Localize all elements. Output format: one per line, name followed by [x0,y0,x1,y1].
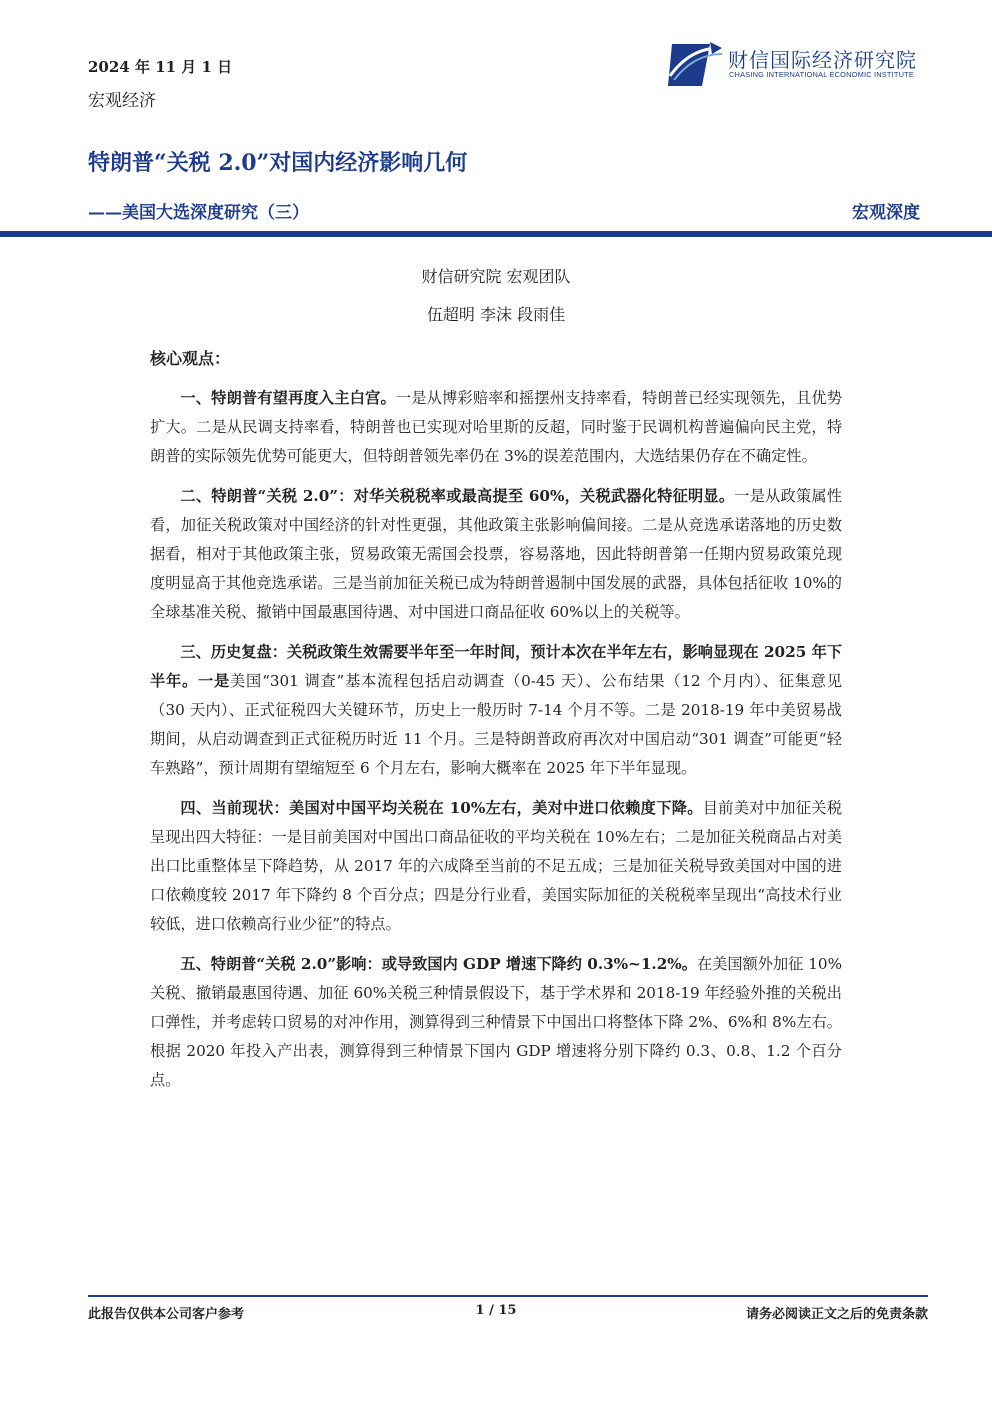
research-org: 财信研究院 宏观团队 [421,267,571,286]
core-point-3 [150,638,842,783]
core-point-3-heading: 三、历史复盘：关税政策生效需要半年至一年时间，预计本次在半年左右，影响显现在 2025 年下半年。一是 [150,643,842,690]
footer-disclaimer-left: 此报告仅供本公司客户参考 [88,1307,245,1322]
report-subtitle: ——美国大选深度研究（三） [88,203,309,223]
core-point-1-heading: 一、特朗普有望再度入主白宫。 [180,389,396,407]
footer-divider [88,1295,928,1297]
report-category: 宏观经济 [88,91,156,111]
authors: 伍超明 李沫 段雨佳 [426,305,566,324]
page-number: 1 / 15 [475,1303,517,1318]
institute-logo-icon [666,40,726,90]
core-point-3-text: 美国“301 调查”基本流程包括启动调查（0-45 天）、公布结果（12 个月内）、征集意见（30 天内）、正式征税四大关键环节，历史上一般历时 7-14 个月不等。二是 2018-19 年中美贸易战期间，从启动调查到正式征税历时近 11 个月。三是特朗普政府再次对中国启动“301 调查”可能更“轻车熟路”，预计周期有望缩短至 6 个月左右，影响大概率在 2025 年下半年显现。 [150,672,843,777]
core-point-1 [150,384,842,471]
core-views-label: 核心观点： [150,349,231,368]
core-point-4 [150,794,842,939]
footer-disclaimer-right: 请务必阅读正文之后的免责条款 [745,1307,928,1322]
title-divider [0,231,992,237]
core-points [150,384,842,1106]
core-point-5-text: 在美国额外加征 10%关税、撤销最惠国待遇、加征 60%关税三种情景假设下，基于学术界和 2018-19 年经验外推的关税出口弹性，并考虑转口贸易的对冲作用，测算得到三种情景下中国出口将整体下降 2%、6%和 8%左右。根据 2020 年投入产出表，测算得到三种情景下国内 GDP 增速将分别下降约 0.3、0.8、1.2 个百分点。 [150,955,842,1089]
core-point-2-text: 一是从政策属性看，加征关税政策对中国经济的针对性更强，其他政策主张影响偏间接。二是从竞选承诺落地的历史数据看，相对于其他政策主张，贸易政策无需国会投票，容易落地，因此特朗普第一任期内贸易政策兑现度明显高于其他竞选承诺。三是当前加征关税已成为特朗普遏制中国发展的武器，具体包括征收 10%的全球基准关税、撤销中国最惠国待遇、对中国进口商品征收 60%以上的关税等。 [150,487,843,621]
report-title: 特朗普“关税 2.0”对国内经济影响几何 [88,150,468,176]
institute-name-cn: 财信国际经济研究院 [728,48,917,72]
core-point-5 [150,950,842,1095]
core-point-2 [150,482,842,627]
core-point-1-text: 一是从博彩赔率和摇摆州支持率看，特朗普已经实现领先，且优势扩大。二是从民调支持率看，特朗普也已实现对哈里斯的反超，同时鉴于民调机构普遍偏向民主党，特朗普的实际领先优势可能更大，但特朗普领先率仍在 3%的误差范围内，大选结果仍存在不确定性。 [150,389,843,465]
institute-logo [666,40,928,90]
core-point-2-heading: 二、特朗普“关税 2.0”：对华关税税率或最高提至 60%，关税武器化特征明显。 [180,487,735,505]
core-point-4-heading: 四、当前现状：美国对中国平均关税在 10%左右，美对中进口依赖度下降。 [180,799,703,817]
institute-name-en: CHASING INTERNATIONAL ECONOMIC INSTITUTE [729,70,914,79]
report-date: 2024 年 11 月 1 日 [88,58,233,76]
core-point-4-text: 目前美对中加征关税呈现出四大特征：一是目前美国对中国出口商品征收的平均关税在 10%左右；二是加征关税商品占对美出口比重整体呈下降趋势，从 2017 年的六成降至当前的不足五成；三是加征关税导致美国对中国的进口依赖度较 2017 年下降约 8 个百分点；四是分行业看，美国实际加征的关税税率呈现出“高技术行业较低，进口依赖高行业少征”的特点。 [150,799,843,933]
report-type: 宏观深度 [852,203,920,223]
core-point-5-heading: 五、特朗普“关税 2.0”影响：或导致国内 GDP 增速下降约 0.3%~1.2%。 [180,955,697,973]
